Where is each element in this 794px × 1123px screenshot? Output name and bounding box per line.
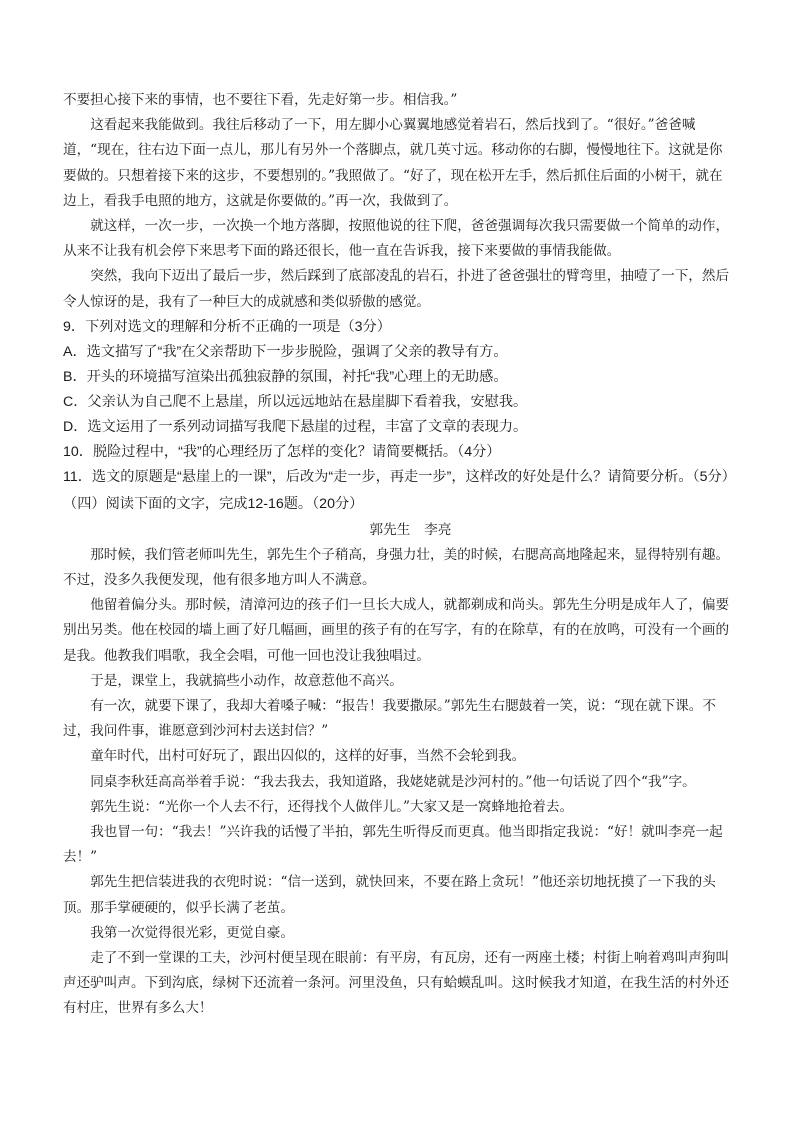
question-10: 10．脱险过程中，“我”的心理经历了怎样的变化？请简要概括。（4分）: [63, 443, 501, 460]
option-a: A．选文描写了“我”在父亲帮助下一步步脱险，强调了父亲的教导有方。: [63, 343, 508, 360]
paragraph: 突然，我向下迈出了最后一步，然后踩到了底部凌乱的岩石，扑进了爸爸强壮的臂弯里，抽噎了一下，然后令人惊讶的是，我有了一种巨大的成就感和类似骄傲的感觉。: [63, 268, 730, 310]
paragraph: 就这样，一次一步，一次换一个地方落脚，按照他说的往下爬，爸爸强调每次我只需要做一个简单的动作，从来不让我有机会停下来思考下面的路还很长，他一直在告诉我，接下来要做的事情我能做。: [63, 218, 730, 260]
paragraph: 那时候，我们管老师叫先生，郭先生个子稍高，身强力壮，美的时候，右腮高高地隆起来，显得特别有趣。不过，没多久我便发现，他有很多地方叫人不满意。: [63, 546, 730, 589]
article-title-line: [63, 517, 732, 543]
paragraph: 童年时代，出村可好玩了，跟出囚似的，这样的好事，当然不会轮到我。: [90, 748, 526, 765]
passage-continuation: [63, 88, 732, 315]
option-c: C．父亲认为自己爬不上悬崖，所以远远地站在悬崖脚下看着我，安慰我。: [63, 393, 528, 410]
article-author: 李亮: [424, 521, 452, 538]
section-heading: （四）阅读下面的文字，完成12-16题。（20分）: [63, 495, 364, 512]
question-stem: 9．下列对选文的理解和分析不正确的一项是（3分）: [63, 318, 391, 335]
paragraph: 同桌李秋廷高高举着手说：“我去我去，我知道路，我姥姥就是沙河村的。”他一句话说了四个“我”字。: [90, 773, 696, 790]
question-9: [63, 315, 732, 440]
option-d: D．选文运用了一系列动词描写我爬下悬崖的过程，丰富了文章的表现力。: [63, 418, 528, 435]
paragraph: 不要担心接下来的事情，也不要往下看，先走好第一步。相信我。”: [63, 92, 458, 108]
paragraph: 这看起来我能做到。我往后移动了一下，用左脚小心翼翼地感觉着岩石，然后找到了。“很好。”爸爸喊道，“现在，往右边下面一点儿，那儿有另外一个落脚点，就几英寸远。移动你的右脚，慢慢地往下。这就是你要做的。只想着接下来的这步，不要想别的。”我照做了。“好了，现在松开左手，然后抓住后面的小树干，就在边上，看我手电照的地方，这就是你要做的。”再一次，我做到了。: [63, 117, 723, 209]
question-11: 11．选文的原题是“悬崖上的一课”，后改为“走一步，再走一步”，这样改的好处是什么？请简要分析。（5分）: [63, 468, 736, 485]
paragraph: 于是，课堂上，我就搞些小动作，故意惹他不高兴。: [90, 672, 403, 689]
paragraph: 我也冒一句：“我去！”兴许我的话慢了半拍，郭先生听得反而更真。他当即指定我说：“好！就叫李亮一起去！”: [63, 824, 723, 866]
paragraph: 他留着偏分头。那时候，清漳河边的孩子们一旦长大成人，就都剃成和尚头。郭先生分明是成年人了，偏要别出另类。他在校园的墙上画了好几幅画，画里的孩子有的在写字，有的在除草，有的在放鸣，可没有一个画的是我。他教我们唱歌，我全会唱，可他一回也没让我独唱过。: [63, 597, 730, 664]
paragraph: 郭先生把信装进我的衣兜时说：“信一送到，就快回来，不要在路上贪玩！”他还亲切地抚摸了一下我的头顶。那手掌硬硬的，似乎长满了老茧。: [63, 874, 716, 916]
paragraph: 我第一次觉得很光彩，更觉自豪。: [90, 924, 295, 941]
paragraph: 郭先生说：“光你一个人去不行，还得找个人做伴儿。”大家又是一窝蜂地抢着去。: [90, 798, 574, 815]
paragraph: 有一次，就要下课了，我却大着嗓子喊：“报告！我要撒尿。”郭先生右腮鼓着一笑，说：“现在就下课。不过，我问件事，谁愿意到沙河村去送封信？”: [63, 698, 716, 740]
article-title: 郭先生: [369, 521, 411, 538]
option-b: B．开头的环境描写渲染出孤独寂静的氛围，衬托“我”心理上的无助感。: [63, 368, 508, 385]
article-body: [63, 543, 732, 1022]
paragraph: 走了不到一堂课的工夫，沙河村便呈现在眼前：有平房，有瓦房，还有一两座土楼；村街上响着鸡叫声狗叫声还驴叫声。下到沟底，绿树下还流着一条河。河里没鱼，只有蛤蟆乱叫。这时候我才知道，在我生活的村外还有村庄，世界有多么大！: [63, 950, 730, 1017]
